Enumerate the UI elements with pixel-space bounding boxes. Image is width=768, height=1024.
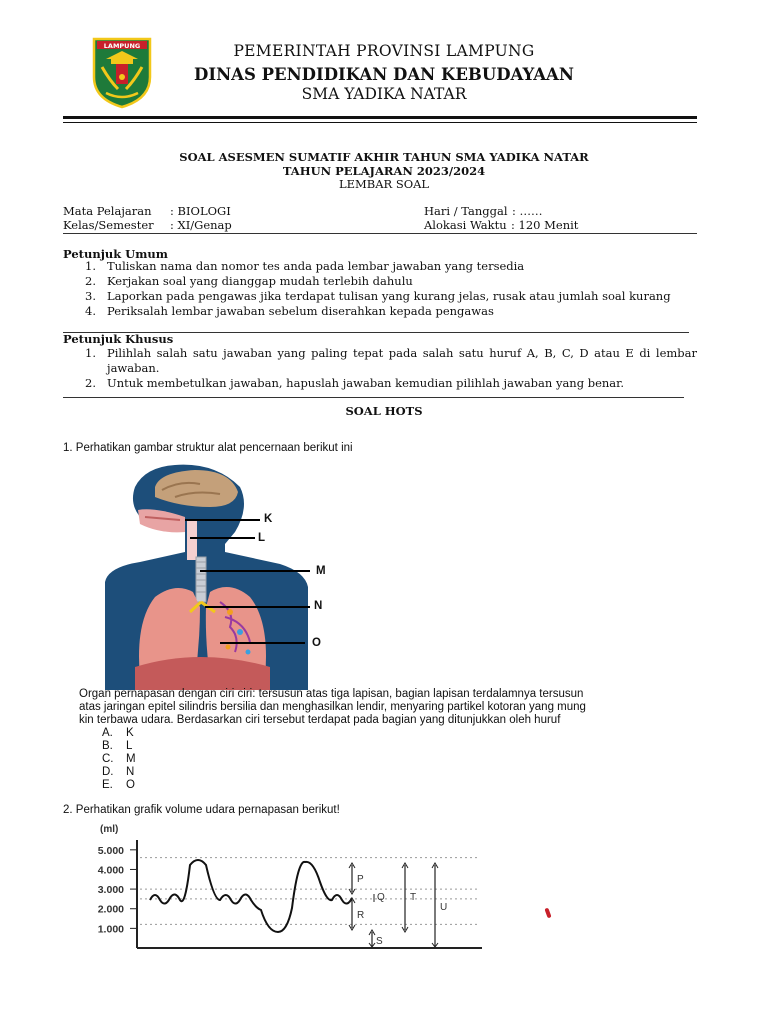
label-n: N — [314, 600, 323, 612]
option-d[interactable]: D. N — [102, 766, 135, 778]
label-s: S — [376, 936, 383, 947]
general-heading: Petunjuk Umum — [63, 247, 168, 261]
day-value: : …… — [512, 204, 543, 218]
chart-ylabel: (ml) — [100, 824, 119, 835]
y-tick-label: 1.000 — [97, 923, 124, 936]
volume-curve — [150, 860, 352, 932]
option-e[interactable]: E. O — [102, 779, 135, 791]
day-label: Hari / Tanggal — [424, 204, 508, 218]
label-l: L — [258, 532, 266, 544]
general-list — [85, 259, 705, 319]
list-item: 2. Untuk membetulkan jawaban, hapuslah jawaban kemudian pilihlah jawaban yang benar. — [85, 376, 625, 390]
special-rule — [63, 397, 684, 398]
class-value: : XI/Genap — [170, 218, 232, 232]
marker-t — [402, 863, 416, 932]
list-item: 3. Laporkan pada pengawas jika terdapat tulisan yang kurang jelas, rusak atau jumlah soal kurang — [85, 289, 671, 303]
label-p: P — [357, 874, 364, 885]
option-c[interactable]: C. M — [102, 753, 136, 765]
marker-s — [369, 930, 383, 947]
subject-label: Mata Pelajaran — [63, 204, 152, 218]
special-heading: Petunjuk Khusus — [63, 332, 174, 346]
label-t: T — [410, 892, 417, 903]
info-rule — [63, 233, 697, 234]
list-item: 1. Pilihlah salah satu jawaban yang paling tepat pada salah satu huruf A, B, C, D atau E di lembar jawaban. — [85, 346, 697, 375]
list-item: 4. Periksalah lembar jawaban sebelum diserahkan kepada pengawas — [85, 304, 494, 318]
subject-value: : BIOLOGI — [170, 204, 231, 218]
question-1-body-line3: kin terbawa udara. Berdasarkan ciri tersebut terdapat pada bagian yang ditunjukkan oleh huruf — [79, 714, 561, 726]
label-u: U — [440, 902, 448, 913]
time-label: Alokasi Waktu — [424, 218, 507, 232]
section-title: SOAL HOTS — [345, 404, 423, 418]
question-1-options — [102, 727, 136, 792]
special-list — [85, 346, 697, 391]
y-tick-label: 5.000 — [97, 844, 124, 857]
department-name: DINAS PENDIDIKAN DAN KEBUDAYAAN — [194, 65, 574, 84]
marker-q — [374, 892, 385, 903]
exam-sheet-label: LEMBAR SOAL — [338, 177, 430, 191]
school-name: SMA YADIKA NATAR — [301, 85, 467, 103]
header-rule-thick — [63, 116, 697, 119]
gov-name: PEMERINTAH PROVINSI LAMPUNG — [233, 42, 535, 60]
label-q: Q — [377, 892, 385, 903]
y-tick-label: 2.000 — [97, 903, 124, 916]
question-1-body-line2: atas jaringan epitel silindris bersilia dan menghasilkan lendir, menyaring partikel kotoran yang mung — [79, 701, 586, 713]
red-ink-mark — [544, 908, 551, 919]
label-pointers — [180, 510, 340, 650]
class-label: Kelas/Semester — [63, 218, 154, 232]
label-m: M — [316, 565, 326, 577]
marker-r — [349, 898, 364, 930]
marker-u — [432, 863, 447, 947]
option-a[interactable]: A. K — [102, 727, 134, 739]
header-rule-thin — [63, 122, 697, 123]
option-b[interactable]: B. L — [102, 740, 133, 752]
y-tick-label: 3.000 — [97, 884, 124, 897]
lung-volume-chart — [80, 820, 500, 955]
list-item: 1. Tuliskan nama dan nomor tes anda pada lembar jawaban yang tersedia — [85, 259, 525, 273]
logo-text: LAMPUNG — [103, 42, 141, 50]
label-k: K — [264, 513, 273, 525]
label-o: O — [312, 637, 321, 649]
list-item: 2. Kerjakan soal yang dianggap mudah terlebih dahulu — [85, 274, 413, 288]
y-tick-label: 4.000 — [97, 864, 124, 877]
label-r: R — [357, 910, 365, 921]
question-2-stem: 2. Perhatikan grafik volume udara pernapasan berikut! — [63, 804, 340, 816]
time-value: : 120 Menit — [511, 218, 579, 232]
exam-title: SOAL ASESMEN SUMATIF AKHIR TAHUN SMA YADIKA NATAR — [179, 150, 589, 164]
question-1-stem: 1. Perhatikan gambar struktur alat pencernaan berikut ini — [63, 442, 353, 454]
exam-year: TAHUN PELAJARAN 2023/2024 — [282, 164, 486, 178]
question-1-body-line1: Organ pernapasan dengan ciri ciri: tersusun atas tiga lapisan, bagian lapisan terdalamnya tersusun — [79, 688, 584, 700]
